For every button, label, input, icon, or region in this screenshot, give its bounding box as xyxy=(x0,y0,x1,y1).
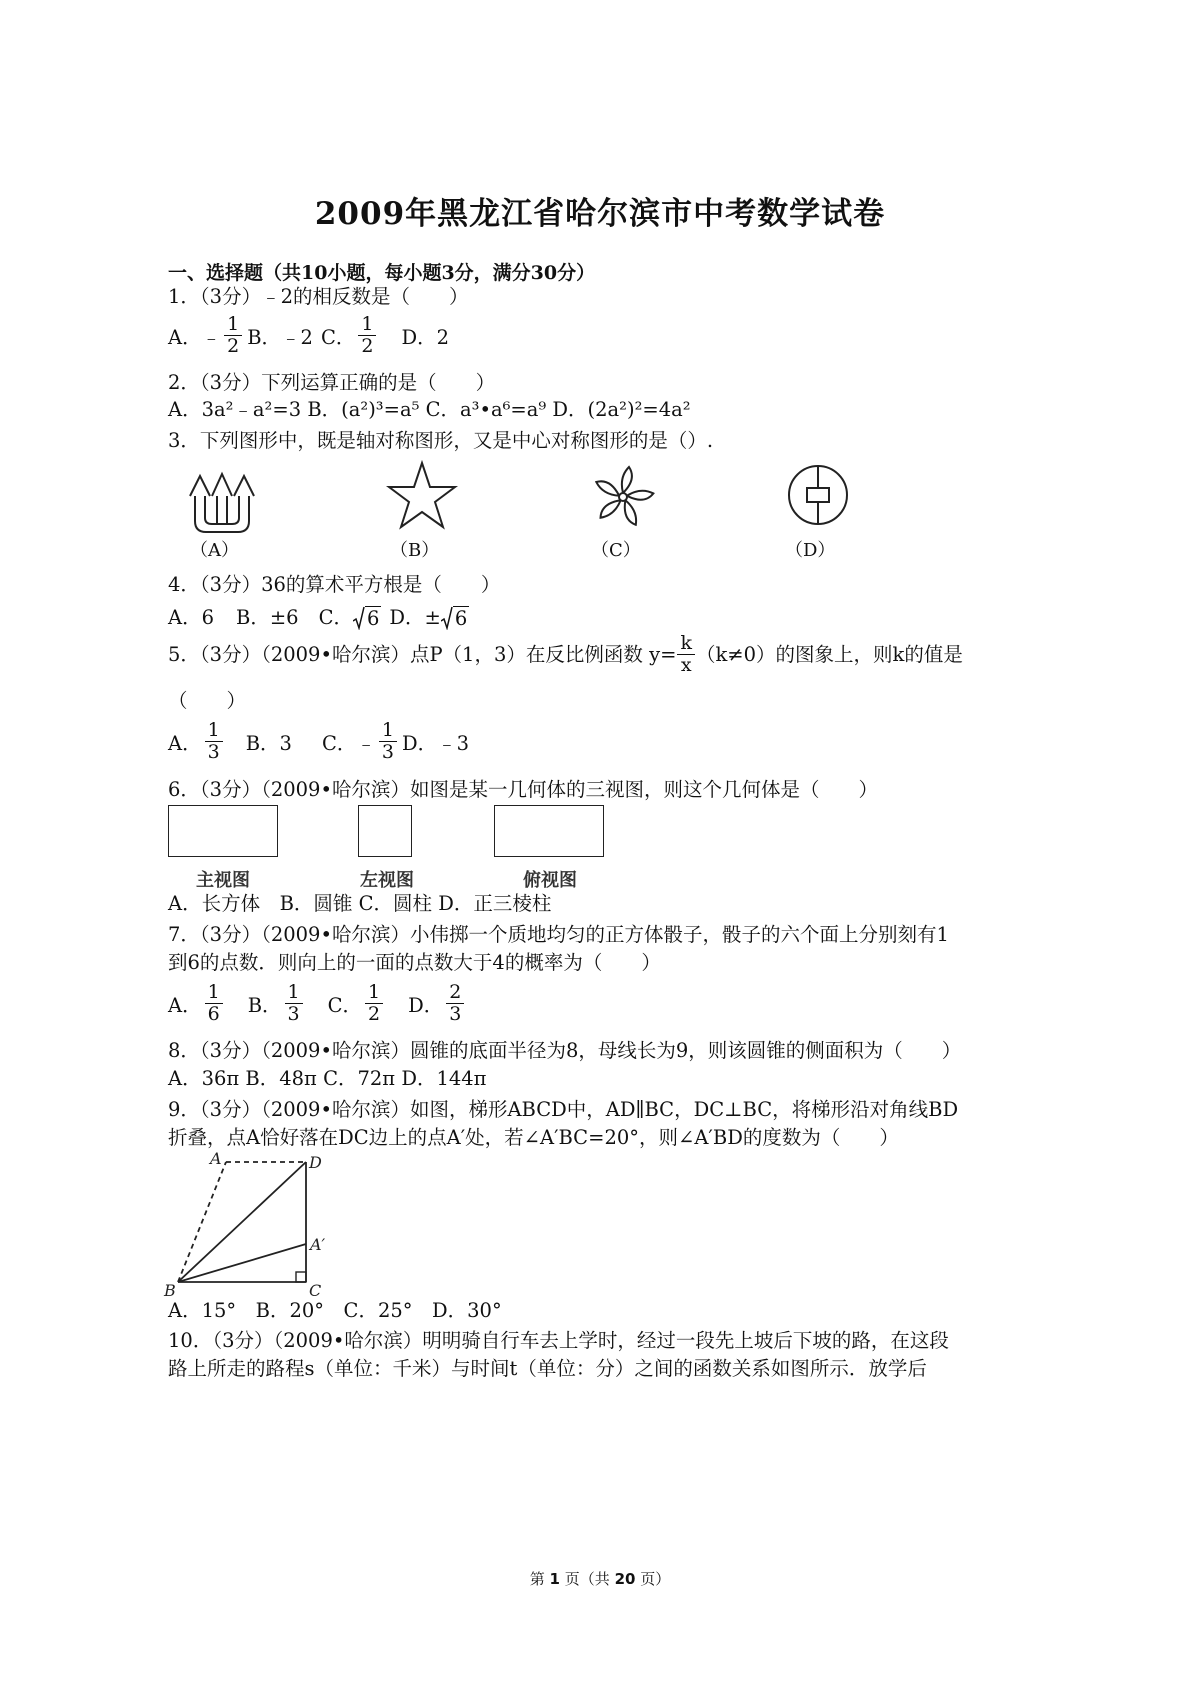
coin-figure xyxy=(785,462,851,528)
fraction-denominator: x xyxy=(680,654,692,676)
side-view-square xyxy=(358,805,412,857)
point-b-label: B xyxy=(164,1281,176,1300)
fraction-denominator: 3 xyxy=(287,1003,300,1025)
trapezoid-figure xyxy=(160,1150,340,1300)
fraction-numerator: 2 xyxy=(446,982,464,1004)
q4-option-c-label: C． xyxy=(318,606,353,629)
figure-label-b: （B） xyxy=(390,540,440,561)
sqrt-symbol xyxy=(353,606,381,630)
point-a-prime-label: A′ xyxy=(310,1235,326,1254)
fraction-denominator: 3 xyxy=(381,741,394,763)
q1-option-c-fraction xyxy=(358,314,376,357)
fraction-denominator: 2 xyxy=(361,335,374,357)
question-8-stem: 8．（3分）（2009•哈尔滨）圆锥的底面半径为8，母线长为9，则该圆锥的侧面积为（ ） xyxy=(168,1039,962,1062)
q4-option-d-label: D．± xyxy=(389,606,441,629)
page-footer xyxy=(0,1568,1200,1589)
front-view-caption: 主视图 xyxy=(196,870,250,891)
q1-option-a-label: A． xyxy=(168,325,202,349)
section-header: 一、选择题（共10小题，每小题3分，满分30分） xyxy=(168,262,596,284)
front-view-rectangle xyxy=(168,805,278,857)
q7-option-c-label: C． xyxy=(327,993,363,1017)
fraction-numerator: 1 xyxy=(285,982,303,1004)
question-1-stem: 1．（3分）﹣2的相反数是（ ） xyxy=(168,285,469,308)
question-4-stem: 4．（3分）36的算术平方根是（ ） xyxy=(168,573,501,596)
fraction-denominator: 3 xyxy=(207,741,220,763)
q7-option-d-fraction xyxy=(446,982,464,1025)
fraction-numerator: 1 xyxy=(365,982,383,1004)
figure-label-d: （D） xyxy=(785,540,836,561)
top-view-caption: 俯视图 xyxy=(523,870,577,891)
q7-option-a-label: A． xyxy=(168,993,202,1017)
fraction-denominator: 3 xyxy=(449,1003,462,1025)
q1-option-a-sign: ﹣ xyxy=(201,325,222,349)
footer-total-pages: 20 xyxy=(614,1570,636,1588)
point-a-label: A xyxy=(210,1150,222,1168)
q5-option-c-fraction xyxy=(379,720,397,763)
fraction-numerator: 1 xyxy=(358,314,376,336)
q1-option-c-label: C． xyxy=(320,325,356,349)
question-7-line-1: 7．（3分）（2009•哈尔滨）小伟掷一个质地均匀的正方体骰子，骰子的六个面上分别刻有1 xyxy=(168,923,949,946)
q4-option-b: B．±6 xyxy=(236,606,299,629)
pinwheel-figure xyxy=(588,462,658,532)
q5-option-a-label: A． xyxy=(168,731,202,755)
point-c-label: C xyxy=(309,1281,322,1300)
side-view-caption: 左视图 xyxy=(360,870,414,891)
question-4-options xyxy=(168,602,469,630)
fraction-denominator: 2 xyxy=(227,335,240,357)
question-3-figures xyxy=(168,458,888,568)
radicand: 6 xyxy=(454,607,468,630)
question-10-line-1: 10．（3分）（2009•哈尔滨）明明骑自行车去上学时，经过一段先上坡后下坡的路，在这段 xyxy=(168,1329,949,1352)
q7-option-d-label: D． xyxy=(408,993,444,1017)
question-9-line-2: 折叠，点A恰好落在DC边上的点A′处，若∠A′BC=20°，则∠A′BD的度数为（ ） xyxy=(168,1126,899,1149)
question-10-line-2: 路上所走的路程s（单位：千米）与时间t（单位：分）之间的函数关系如图所示．放学后 xyxy=(168,1357,927,1380)
fraction-denominator: 2 xyxy=(368,1003,381,1025)
question-7-line-2: 到6的点数．则向上的一面的点数大于4的概率为（ ） xyxy=(168,951,661,974)
footer-page-number: 1 xyxy=(549,1570,560,1588)
q5-function-fraction xyxy=(677,633,695,676)
question-1-options xyxy=(168,314,449,357)
dashed-ab xyxy=(178,1162,226,1282)
q1-option-b: B．﹣2 xyxy=(247,325,313,349)
q4-option-a: A．6 xyxy=(168,606,214,629)
q5-stem-pre: 5．（3分）（2009•哈尔滨）点P（1，3）在反比例函数 y= xyxy=(168,642,677,666)
question-6-stem: 6．（3分）（2009•哈尔滨）如图是某一几何体的三视图，则这个几何体是（ ） xyxy=(168,778,878,801)
radical-sign-icon xyxy=(441,606,453,630)
exam-title: 2009年黑龙江省哈尔滨市中考数学试卷 xyxy=(314,196,886,232)
question-5-options xyxy=(168,720,469,763)
q7-option-c-fraction xyxy=(365,982,383,1025)
question-2-options: A．3a²﹣a²=3 B．(a²)³=a⁵ C．a³•a⁶=a⁹ D．(2a²)²=4a² xyxy=(168,398,691,421)
fraction-numerator: 1 xyxy=(379,720,397,742)
top-view-rectangle xyxy=(494,805,604,857)
radical-sign-icon xyxy=(353,606,365,630)
radicand: 6 xyxy=(367,607,380,630)
question-8-options: A．36π B．48π C．72π D．144π xyxy=(168,1067,487,1090)
fraction-numerator: 1 xyxy=(205,720,223,742)
diagonal-bd xyxy=(178,1162,306,1282)
fraction-numerator: k xyxy=(677,633,695,655)
question-9-options: A．15° B．20° C．25° D．30° xyxy=(168,1299,502,1322)
question-2-stem: 2．（3分）下列运算正确的是（ ） xyxy=(168,371,496,394)
fraction-numerator: 1 xyxy=(205,982,223,1004)
q5-option-d: D．﹣3 xyxy=(401,731,469,755)
question-3-stem: 3．下列图形中，既是轴对称图形，又是中心对称图形的是（）. xyxy=(168,429,714,452)
point-d-label: D xyxy=(309,1153,322,1172)
q5-option-b: B．3 xyxy=(245,731,292,755)
three-arrows-figure xyxy=(186,466,258,536)
q1-option-d: D．2 xyxy=(401,325,450,349)
question-5-stem xyxy=(168,633,963,676)
q7-option-b-label: B． xyxy=(247,993,282,1017)
right-angle-mark xyxy=(296,1272,306,1282)
q7-option-b-fraction xyxy=(285,982,303,1025)
q5-option-c-label: C．﹣ xyxy=(321,731,376,755)
q1-option-a-fraction xyxy=(224,314,242,357)
footer-mid: 页（共 xyxy=(564,1570,610,1588)
figure-label-c: （C） xyxy=(591,540,641,561)
star-figure xyxy=(386,460,458,530)
question-7-options xyxy=(168,982,467,1025)
question-9-line-1: 9．（3分）（2009•哈尔滨）如图，梯形ABCD中，AD∥BC，DC⊥BC，将梯形沿对角线BD xyxy=(168,1098,959,1121)
sqrt-symbol xyxy=(441,606,469,630)
fraction-denominator: 6 xyxy=(207,1003,220,1025)
question-6-options: A．长方体 B．圆锥 C．圆柱 D．正三棱柱 xyxy=(168,892,552,915)
q5-option-a-fraction xyxy=(205,720,223,763)
fraction-numerator: 1 xyxy=(224,314,242,336)
q5-stem-post: （k≠0）的图象上，则k的值是 xyxy=(695,642,963,666)
q5-paren: （ ） xyxy=(168,689,247,712)
footer-pre: 第 xyxy=(529,1570,545,1588)
footer-post: 页） xyxy=(640,1570,671,1588)
q7-option-a-fraction xyxy=(205,982,223,1025)
figure-label-a: （A） xyxy=(190,540,239,561)
